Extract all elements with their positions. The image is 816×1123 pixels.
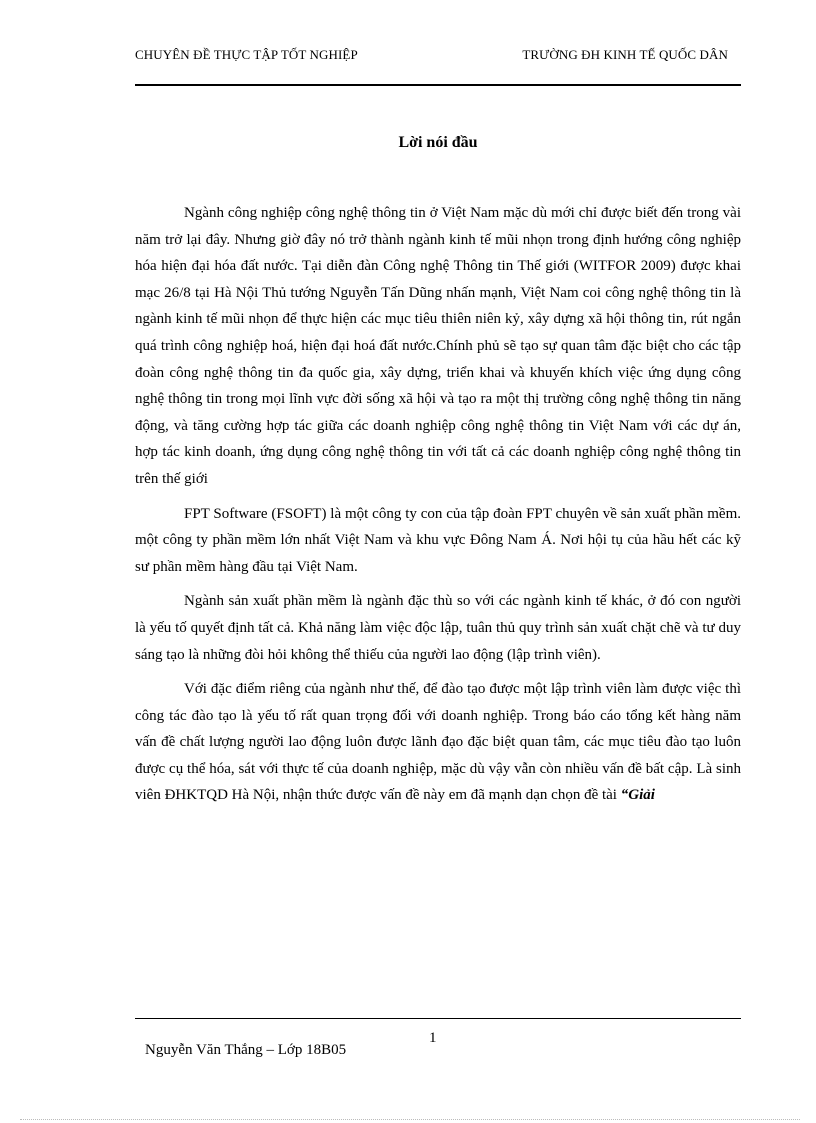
paragraph-2: FPT Software (FSOFT) là một công ty con của tập đoàn FPT chuyên về sản xuất phần mềm. một công ty phần mềm lớn nhất Việt Nam và khu vực Đông Nam Á. Nơi hội tụ của hầu hết các kỹ sư phần mềm hàng đầu tại Việt Nam. bbox=[135, 505, 741, 575]
document-title: Lời nói đầu bbox=[398, 134, 478, 151]
paragraph-4-emphasis: “Giải bbox=[620, 787, 655, 804]
footer-author: Nguyễn Văn Thắng – Lớp 18B05 bbox=[145, 1042, 347, 1058]
page-number: 1 bbox=[429, 1030, 437, 1046]
header-divider bbox=[135, 84, 741, 86]
footer-divider bbox=[135, 1018, 741, 1019]
paragraph-4-text: Với đặc điểm riêng của ngành như thế, để đào tạo được một lập trình viên làm được việc thì công tác đào tạo là yếu tố rất quan trọng đối với doanh nghiệp. Trong báo cáo tổng kết hàng năm vấn đề chất lượng người lao động luôn được lãnh đạo đặc biệt quan tâm, các mục tiêu đào tạo luôn được cụ thể hóa, sát với thực tế của doanh nghiệp, mặc dù vậy vẫn còn nhiều vấn đề bất cập. Là sinh viên ĐHKTQD Hà Nội, nhận thức được vấn đề này em đã mạnh dạn chọn đề tài bbox=[135, 681, 741, 804]
header-left-title: CHUYÊN ĐỀ THỰC TẬP TỐT NGHIỆP bbox=[135, 47, 358, 62]
page-edge-divider bbox=[20, 1119, 800, 1120]
paragraph-3: Ngành sản xuất phần mềm là ngành đặc thù so với các ngành kinh tế khác, ở đó con người là yếu tố quyết định tất cả. Khả năng làm việc độc lập, tuân thủ quy trình sản xuất chặt chẽ và tư duy sáng tạo là những đòi hỏi không thể thiếu của người lao động (lập trình viên). bbox=[135, 593, 741, 663]
page-header bbox=[135, 47, 740, 69]
document-body bbox=[135, 200, 741, 809]
paragraph-4 bbox=[135, 676, 741, 809]
paragraph-1: Ngành công nghiệp công nghệ thông tin ở Việt Nam mặc dù mới chỉ được biết đến trong vài năm trở lại đây. Nhưng giờ đây nó trở thành ngành kinh tế mũi nhọn trong định hướng công nghiệp hóa hiện đại hóa đất nước. Tại diễn đàn Công nghệ Thông tin Thế giới (WITFOR 2009) được khai mạc 26/8 tại Hà Nội Thủ tướng Nguyễn Tấn Dũng nhấn mạnh, Việt Nam coi công nghệ thông tin là ngành kinh tế mũi nhọn để thực hiện các mục tiêu thiên niên kỷ, xây dựng xã hội thông tin, rút ngắn quá trình công nghiệp hoá, hiện đại hoá đất nước.Chính phủ sẽ tạo sự quan tâm đặc biệt cho các tập đoàn công nghệ thông tin đa quốc gia, xây dựng, triển khai và khuyến khích việc ứng dụng công nghệ thông tin trong mọi lĩnh vực đời sống xã hội và tạo ra một thị trường công nghệ thông tin năng động, và tăng cường hợp tác giữa các doanh nghiệp công nghệ thông tin Việt Nam với các dự án, hợp tác kinh doanh, ứng dụng công nghệ thông tin với tất cả các doanh nghiệp công nghệ thông tin trên thế giới bbox=[135, 205, 741, 487]
header-right-title: TRƯỜNG ĐH KINH TẾ QUỐC DÂN bbox=[522, 47, 728, 62]
